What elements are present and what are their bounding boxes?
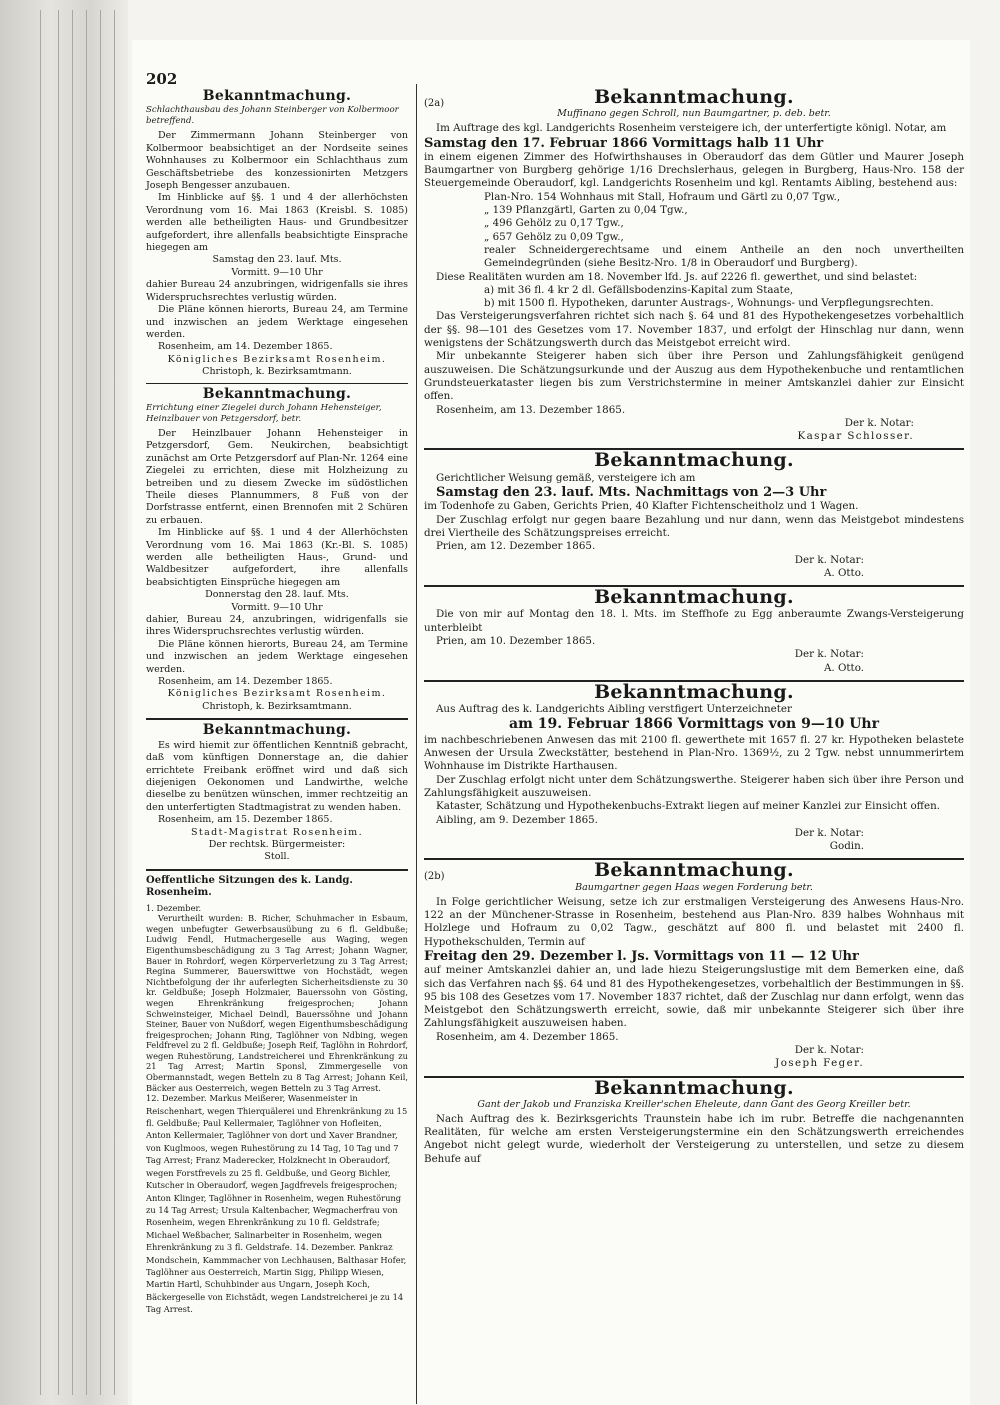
notice-signer: Christoph, k. Bezirksamtmann. [202, 366, 352, 378]
session-date: 12. Dezember. [146, 1093, 207, 1104]
notice-haas [424, 859, 964, 1070]
notice-place-date: Aibling, am 9. Dezember 1865. [436, 813, 598, 826]
notice-place-date: Rosenheim, am 14. Dezember 1865. [158, 676, 333, 688]
notice-title: Bekanntmachung. [202, 722, 352, 739]
notice-paragraph: auf meiner Amtskanzlei dahier an, und lade hiezu Steigerungslustige mit dem Bemerken eine, daß sich das Verfahren nach §§. 64 und 81 des Hypothekengesetzes, vorbehaltlich der Bestimmungen in §§. 95 bis 108 des Gesetzes vom 17. November 1837 richtet, daß der Zuschlag nur dann erfolgt, wenn das Meistgebot den Schätzungswerth erreicht, sowie, daß mir unbekannte Steigerer sich über ihre Zahlungsfähigkeit auszuweisen haben. [424, 964, 964, 1030]
notice-paragraph: Diese Realitäten wurden am 18. November lfd. Js. auf 2226 fl. gewerthet, und sind belastet: [436, 270, 918, 283]
notice-subtitle: Gant der Jakob und Franziska Kreiller'schen Eheleute, dann Gant des Georg Kreiller betr. [477, 1098, 911, 1110]
notice-place-date: Rosenheim, am 13. Dezember 1865. [436, 403, 626, 416]
notice-role: Der k. Notar: [794, 648, 864, 661]
notice-paragraph: Im Hinblicke auf §§. 1 und 4 der Allerhöchsten Verordnung vom 16. Mai 1863 (Kr.-Bl. S. 1085) werden alle betheiligten Haus-, Grund- und Waldbesitzer aufgefordert, ihre allenfalls beabsichtigten Einsprüche hiegegen am [146, 527, 408, 588]
notice-title: Bekanntmachung. [202, 88, 352, 104]
notice-subtitle: Errichtung einer Ziegelei durch Johann Hehensteiger, Heinzlbauer von Petzgersdorf, betr. [146, 402, 382, 424]
notice-signer: Stoll. [264, 851, 290, 863]
notice-paragraph: in einem eigenen Zimmer des Hofwirthshauses in Oberaudorf das dem Gütler und Maurer Joseph Baumgartner von Burgberg gehörige 1/16 Drechslerhaus, gelegen in Burgberg, Haus-Nro. 158 der Steuergemeinde Oberaudorf, kgl. Landgerichts Rosenheim und kgl. Rentamts Aibling, bestehend aus: [424, 150, 964, 190]
notice-ref: (2a) [424, 98, 445, 109]
notice-title: Bekanntmachung. [594, 1076, 794, 1099]
notice-harthausen [424, 680, 964, 854]
notice-paragraph: Der Zuschlag erfolgt nicht unter dem Schätzungswerthe. Steigerer haben sich über ihre Person und Zahlungsfähigkeit auszuweisen. [424, 773, 964, 799]
notice-egg [424, 586, 964, 675]
left-column [146, 88, 408, 1317]
session-date: 1. Dezember. [146, 902, 202, 913]
notice-kreiller [424, 1076, 964, 1166]
notice-paragraph: In Folge gerichtlicher Weisung, setze ich zur erstmaligen Versteigerung des Anwesens Haus-Nro. 122 an der Münchener-Strasse in Rosenheim, bestehend aus Plan-Nro. 839 halbes Wohnhaus mit Holzlege und Hofraum zu 0,02 Tagw., geschätzt auf 800 fl. und belastet mit 2400 fl. Hypothekschulden, Termin auf [424, 895, 964, 948]
notice-place-date: Rosenheim, am 4. Dezember 1865. [436, 1030, 619, 1043]
plan-item: Plan-Nro. 154 Wohnhaus mit Stall, Hofraum und Gärtl zu 0,07 Tgw., [484, 190, 841, 203]
notice-subtitle: Muffinano gegen Schroll, nun Baumgartner, p. deb. betr. [557, 108, 831, 120]
notice-role: Der k. Notar: [794, 826, 864, 839]
notice-paragraph: realer Schneidergerechtsame und einem Antheile an den noch unvertheilten Gemeindegründen (siehe Besitz-Nro. 1/8 in Oberaudorf und Burgberg). [484, 243, 964, 270]
notice-date: Donnerstag den 28. lauf. Mts. [205, 589, 349, 601]
court-sessions [146, 875, 408, 1317]
notice-date: Samstag den 23. lauf. Mts. [212, 254, 342, 266]
notice-paragraph: Der Zimmermann Johann Steinberger von Kolbermoor beabsichtiget an der Nordseite seines Wohnhauses zu Kolbermoor ein Schlachthaus zum Geschäftsbetriebe des konzessionirten Metzgers Joseph Bengesser anzubauen. [146, 130, 408, 192]
notice-paragraph: Die Pläne können hierorts, Bureau 24, am Termine und inzwischen an jedem Werktage eingesehen werden. [146, 304, 408, 340]
notice-paragraph: Der Zuschlag erfolgt nur gegen baare Bezahlung und nur dann, wenn das Meistgebot mindestens drei Viertheile des Schätzungspreises erreicht. [424, 513, 964, 539]
notice-title: Bekanntmachung. [594, 449, 794, 472]
column-divider [416, 84, 417, 1404]
encumbrance-b: b) mit 1500 fl. Hypotheken, darunter Austrags-, Wohnungs- und Verpflegungsrechten. [484, 297, 934, 310]
notice-paragraph: Im Hinblicke auf §§. 1 und 4 der allerhöchsten Verordnung vom 16. Mai 1863 (Kreisbl. S. 1085) werden alle betheiligten Haus- und Grundbesitzer aufgefordert, ihre allenfalls beabsichtigte Einsprache hiegegen am [146, 192, 408, 254]
notice-subtitle: Schlachthausbau des Johann Steinberger von Kolbermoor betreffend. [146, 105, 399, 127]
notice-paragraph: Die Pläne können hierorts, Bureau 24, am Termine und inzwischen an jedem Werktage eingesehen werden. [146, 638, 408, 675]
notice-authority: Stadt-Magistrat Rosenheim. [190, 826, 364, 838]
session-text: Verurtheilt wurden: B. Richer, Schuhmacher in Esbaum, wegen unbefugter Gewerbsausübung zu 6 fl. Geldbuße; Ludwig Fendl, Hutmachergeselle aus Waging, wegen Eigenthumsbeschädigung zu 3 Tag Arrest; Johann Wagner, Bauer in Rohrdorf, wegen Körperverletzung zu 3 Tag Arrest; Regina Summerer, Bauerswittwe von Hochstädt, wegen Nichtbefolgung der ihr auferlegten Sicherheitsdienste zu 30 kr. Geldbuße; Joseph Holzmaier, Bauerssohn von Gösting, wegen Ehrenkränkung freigesprochen; Johann Schweinsteiger, Michael Deindl, Bauerssöhne und Johann Steiner, Bauer von Nußdorf, wegen Eigenthumsbeschädigung freigesprochen; Johann Ring, Taglöhner von Ndbing, wegen Feldfrevel zu 2 fl. Geldbuße; Joseph Reif, Taglöhn in Rohrdorf, wegen Ruhestörung, Landstreicherei und Ehrenkränkung zu 21 Tag Arrest; Martin Sponsl, Zimmergeselle von Obermannstadt, wegen Betteln zu 8 Tag Arrest; Johann Keil, Bäcker aus Oesterreich, wegen Betteln zu 3 Tag Arrest. [146, 913, 408, 1093]
notice-signer: Christoph, k. Bezirksamtmann. [202, 700, 352, 712]
notice-title: Bekanntmachung. [594, 86, 794, 108]
page-number: 202 [146, 70, 178, 88]
encumbrance-a: a) mit 36 fl. 4 kr 2 dl. Gefällsbodenzins-Kapital zum Staate, [484, 283, 794, 296]
notice-signer: Joseph Feger. [775, 1057, 864, 1070]
plan-list [424, 191, 964, 244]
notice-paragraph: Kataster, Schätzung und Hypothekenbuchs-Extrakt liegen auf meiner Kanzlei zur Einsicht offen. [436, 800, 940, 813]
notice-paragraph: dahier Bureau 24 anzubringen, widrigenfalls sie ihres Widerspruchsrechtes verlustig würden. [146, 279, 408, 303]
notice-date: Freitag den 29. Dezember l. Js. Vormittags von 11 — 12 Uhr [424, 948, 859, 964]
notice-paragraph: Das Versteigerungsverfahren richtet sich nach §. 64 und 81 des Hypothekengesetzes vorbehaltlich der §§. 98—101 des Gesetzes vom 17. November 1837, und erfolgt der Hinschlag nur dann, wenn wenigstens der Schätzungswerth durch das Meistgebot erreicht wird. [424, 310, 964, 350]
notice-signer: A. Otto. [824, 661, 864, 674]
notice-role: Der k. Notar: [844, 416, 914, 429]
notice-authority: Königliches Bezirksamt Rosenheim. [167, 353, 387, 365]
notice-paragraph: dahier, Bureau 24, anzubringen, widrigenfalls sie ihres Widerspruchsrechtes verlustig würden. [146, 614, 408, 638]
notice-signer: Godin. [829, 840, 864, 853]
notice-authority: Königliches Bezirksamt Rosenheim. [167, 688, 387, 700]
notice-paragraph: Im Auftrage des kgl. Landgerichts Rosenheim versteigere ich, der unterfertigte königl. Notar, am [436, 122, 947, 135]
notice-subtitle: Baumgartner gegen Haas wegen Forderung betr. [575, 881, 813, 893]
notice-place-date: Rosenheim, am 14. Dezember 1865. [158, 341, 333, 353]
notice-date: Samstag den 17. Februar 1866 Vormittags halb 11 Uhr [424, 135, 824, 151]
notice-title: Bekanntmachung. [594, 680, 794, 703]
notice-role: Der k. Notar: [794, 553, 864, 566]
notice-paragraph: Nach Auftrag des k. Bezirksgerichts Traunstein habe ich im rubr. Betreffe die nachgenannten Realitäten, für welche am ersten Versteigerungstermine ein den Schätzungswerth erreichendes Angebot nicht gelegt wurde, wiederholt der Versteigerung zu unterstellen, und setze zu diesem Behufe auf [424, 1112, 964, 1165]
notice-title: Bekanntmachung. [594, 586, 794, 609]
plan-item: „ 496 Gehölz zu 0,17 Tgw., [484, 217, 624, 230]
newspaper-page [132, 40, 970, 1405]
notice-schlachthaus [146, 90, 408, 379]
notice-paragraph: Aus Auftrag des k. Landgerichts Aibling verstfigert Unterzeichneter [436, 703, 792, 716]
notice-baumgartner-burgberg [424, 86, 964, 443]
notice-paragraph: Gerichtlicher Weisung gemäß, versteigere ich am [436, 471, 696, 484]
plan-item: „ 657 Gehölz zu 0,09 Tgw., [484, 230, 624, 243]
book-binding [0, 0, 128, 1405]
notice-place-date: Prien, am 12. Dezember 1865. [436, 540, 596, 553]
notice-time: Vormitt. 9—10 Uhr [231, 266, 323, 278]
section-title: Oeffentliche Sitzungen des k. Landg. Rosenheim. [146, 874, 353, 899]
notice-paragraph: Die von mir auf Montag den 18. l. Mts. im Steffhofe zu Egg anberaumte Zwangs-Versteigerung unterbleibt [424, 608, 964, 634]
right-column [424, 88, 964, 1166]
notice-title: Bekanntmachung. [202, 385, 352, 402]
plan-item: „ 139 Pflanzgärtl, Garten zu 0,04 Tgw., [484, 204, 688, 217]
session-date: 14. Dezember. [295, 1242, 356, 1253]
notice-date: am 19. Februar 1866 Vormittags von 9—10 Uhr [509, 716, 879, 733]
notice-title: Bekanntmachung. [594, 859, 794, 882]
session-text: Pankraz Mondschein, Kammmacher von Lechhausen, Balthasar Hofer, Taglöhner aus Oesterreich, Martin Sigg, Philipp Wiesen, Martin Hartl, Schuhbinder aus Ungarn, Joseph Koch, Bäckergeselle von Eichstädt, wegen Landstreicherei je zu 14 Tag Arrest. [146, 1242, 407, 1315]
notice-signer: Kaspar Schlosser. [797, 430, 914, 443]
notice-freibank [146, 724, 408, 863]
notice-gaben [424, 449, 964, 580]
notice-signer: A. Otto. [824, 566, 864, 579]
notice-place-date: Rosenheim, am 15. Dezember 1865. [158, 814, 333, 826]
notice-place-date: Prien, am 10. Dezember 1865. [436, 634, 596, 647]
notice-paragraph: Der Heinzlbauer Johann Hehensteiger in Petzgersdorf, Gem. Neukirchen, beabsichtigt zunächst am Orte Petzgersdorf auf Plan-Nr. 1264 eine Ziegelei zu errichten, diese mit Holzheizung zu betreiben und zu diesem Zwecke im südöstlichen Theile dieses Plannummers, 8 Fuß von der Dorfstrasse entfernt, einen Brennofen mit 2 Schüren zu erbauen. [146, 427, 408, 526]
notice-date: Samstag den 23. lauf. Mts. Nachmittags von 2—3 Uhr [436, 485, 827, 501]
notice-ref: (2b) [424, 871, 445, 883]
notice-ziegelei [146, 385, 408, 714]
session-text: Markus Meißerer, Wasenmeister in Reischenhart, wegen Thierquälerei und Ehrenkränkung zu 15 fl. Geldbuße; Paul Kellermaier, Taglöhner von Hofleiten, Anton Kellermaier, Taglöhner von dort und Xaver Brandner, von Kuglmoos, wegen Ruhestörung zu 14 Tag, 10 Tag und 7 Tag Arrest; Franz Maderecker, Holzknecht in Oberaudorf, wegen Forstfrevels zu 25 fl. Geldbuße, und Georg Bichler, Kutscher in Oberaudorf, wegen Jagdfrevels freigesprochen; Anton Klinger, Taglöhner in Rosenheim, wegen Ruhestörung zu 14 Tag Arrest; Ursula Kaltenbacher, Wegmacherfrau von Rosenheim, wegen Ehrenkränkung zu 10 fl. Geldstrafe; Michael Weßbacher, Salinarbeiter in Rosenheim, wegen Ehrenkränkung zu 3 fl. Geldstrafe. [146, 1093, 408, 1253]
notice-paragraph: Mir unbekannte Steigerer haben sich über ihre Person und Zahlungsfähigkeit genügend auszuweisen. Die Schätzungsurkunde und der Auszug aus dem Hypothekenbuche und rentamtlichen Grundsteuerkataster liegen bis zum Verstrichstermine in meiner Amtskanzlei dahier zur Einsicht offen. [424, 350, 964, 403]
notice-role: Der k. Notar: [794, 1044, 864, 1056]
notice-time: Vormitt. 9—10 Uhr [231, 601, 323, 613]
notice-paragraph: im nachbeschriebenen Anwesen das mit 2100 fl. gewerthete mit 1657 fl. 27 kr. Hypotheken belastete Anwesen der Ursula Zweckstätter, bestehend in Plan-Nro. 1369½, zu 2 Tgw. nebst unnummerirtem Wohnhause im Distrikte Harthausen. [424, 733, 964, 773]
notice-role: Der rechtsk. Bürgermeister: [208, 838, 346, 850]
notice-paragraph: im Todenhofe zu Gaben, Gerichts Prien, 40 Klafter Fichtenscheitholz und 1 Wagen. [424, 500, 859, 513]
notice-paragraph: Es wird hiemit zur öffentlichen Kenntniß gebracht, daß vom künftigen Donnerstage an, die dahier errichtete Freibank eröffnet wird und daß sich diejenigen Oekonomen und Landwirthe, welche dieselbe zu benützen wünschen, immer rechtzeitig an den unterfertigten Stadtmagistrat zu wenden haben. [146, 739, 408, 813]
